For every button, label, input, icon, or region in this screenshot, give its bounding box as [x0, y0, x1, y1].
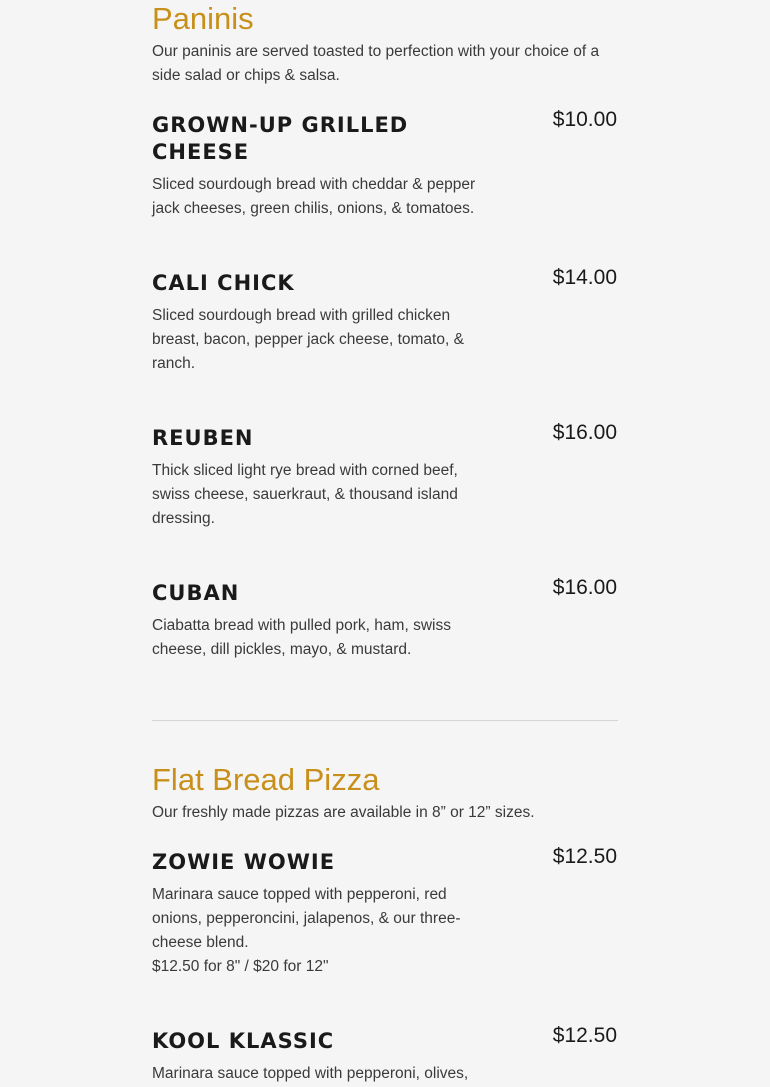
menu-item-cuban	[152, 576, 618, 662]
item-description: Sliced sourdough bread with cheddar & pepper jack cheeses, green chilis, onions, & tomatoes.	[152, 176, 476, 217]
item-description: Sliced sourdough bread with grilled chicken breast, bacon, pepper jack cheese, tomato, & ranch.	[152, 307, 464, 372]
item-price: $16.00	[552, 421, 617, 444]
item-price: $10.00	[552, 108, 617, 131]
item-description: Marinara sauce topped with pepperoni, olives,	[152, 1065, 469, 1082]
item-price: $16.00	[552, 576, 617, 599]
item-name: KOOL KLASSIC	[152, 1029, 335, 1053]
section-title-paninis: Paninis	[152, 1, 254, 36]
section-description-flat-bread-pizza: Our freshly made pizzas are available in 8” or 12” sizes.	[152, 804, 535, 821]
menu-item-grown-up-grilled-cheese	[152, 108, 618, 221]
item-description: Marinara sauce topped with pepperoni, red onions, pepperoncini, jalapenos, & our three-cheese blend.	[152, 886, 461, 951]
menu-item-zowie-wowie	[152, 845, 618, 979]
item-name: ZOWIE WOWIE	[152, 850, 336, 874]
item-description: Ciabatta bread with pulled pork, ham, swiss cheese, dill pickles, mayo, & mustard.	[152, 617, 451, 658]
item-name: GROWN-UP GRILLED CHEESE	[152, 113, 409, 164]
item-name: CALI CHICK	[152, 271, 295, 295]
section-title-flat-bread-pizza: Flat Bread Pizza	[152, 762, 380, 797]
menu-item-cali-chick	[152, 266, 618, 376]
item-price: $12.50	[552, 845, 617, 868]
menu-item-reuben	[152, 421, 618, 531]
item-name: REUBEN	[152, 426, 254, 450]
item-price: $12.50	[552, 1024, 617, 1047]
section-description-paninis: Our paninis are served toasted to perfection with your choice of a side salad or chips & salsa.	[152, 43, 600, 84]
item-size-note: $12.50 for 8" / $20 for 12"	[152, 958, 329, 975]
item-name: CUBAN	[152, 581, 240, 605]
item-description: Thick sliced light rye bread with corned beef, swiss cheese, sauerkraut, & thousand island dressing.	[152, 462, 458, 527]
item-price: $14.00	[552, 266, 617, 289]
menu-item-kool-klassic	[152, 1024, 618, 1086]
section-divider	[152, 720, 618, 721]
